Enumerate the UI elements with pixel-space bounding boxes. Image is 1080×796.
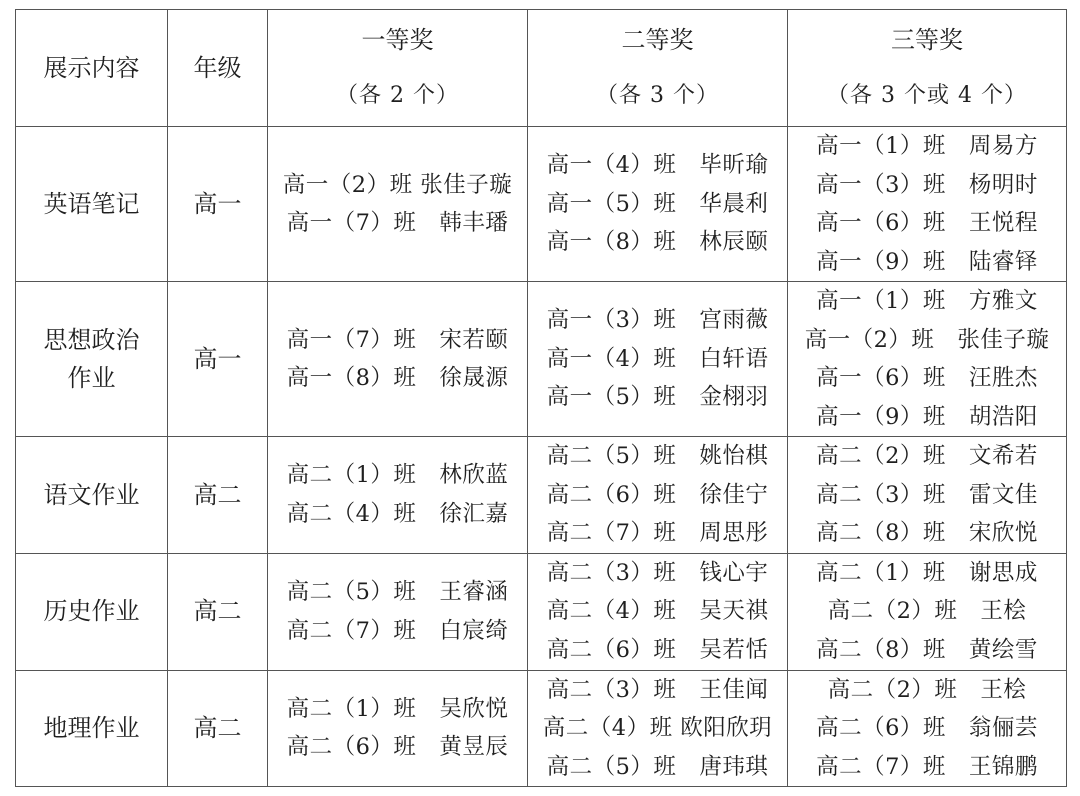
winner: 高一（7）班 韩丰璠 (286, 210, 509, 236)
header-grade: 年级 (168, 10, 268, 127)
winner: 高二（1）班 林欣蓝 (286, 462, 509, 489)
third-prize-cell (788, 670, 1067, 787)
category-cell (16, 553, 168, 670)
category-text: 思想政治 (43, 325, 140, 354)
winner: 高一（3）班 宫雨薇 (546, 307, 769, 334)
winner: 高二（3）班 雷文佳 (816, 481, 1038, 508)
winner: 高二（8）班 宋欣悦 (816, 520, 1038, 546)
winner: 高一（3）班 杨明时 (816, 171, 1038, 198)
table-row (16, 553, 1067, 670)
grade-cell: 高二 (168, 553, 268, 670)
winner: 高二（4）班 吴天祺 (546, 598, 769, 625)
header-row (16, 10, 1067, 127)
grade-cell: 高一 (168, 282, 268, 437)
winner: 高一（5）班 华晨利 (546, 190, 769, 217)
second-prize-cell (528, 282, 788, 437)
category-text: 地理作业 (43, 714, 140, 742)
third-prize-cell (788, 437, 1067, 554)
category-text: 英语笔记 (43, 189, 140, 218)
winner: 高一（4）班 毕昕瑜 (546, 152, 769, 179)
first-prize-cell (268, 437, 528, 554)
second-prize-cell (528, 553, 788, 670)
awards-table (15, 9, 1067, 787)
first-prize-cell (268, 670, 528, 787)
winner: 高一（4）班 白轩语 (546, 345, 769, 372)
winner: 高二（1）班 吴欣悦 (286, 695, 509, 722)
grade-cell: 高一 (168, 127, 268, 282)
winner: 高二（2）班 王桧 (827, 598, 1027, 625)
first-prize-cell (268, 127, 528, 282)
winner: 高二（7）班 白宸绮 (286, 617, 509, 644)
winner: 高一（6）班 王悦程 (816, 210, 1038, 236)
winner: 高一（2）班 张佳子璇 (804, 326, 1050, 353)
winner: 高一（2）班 张佳子璇 (282, 171, 513, 198)
category-text: 历史作业 (43, 597, 140, 626)
second-prize-note: （各 3 个） (596, 83, 719, 108)
header-first-prize (268, 10, 528, 127)
winner: 高一（9）班 胡浩阳 (816, 403, 1038, 430)
category-text: 作业 (67, 364, 116, 392)
winner: 高二（5）班 王睿涵 (286, 579, 509, 605)
winner: 高二（8）班 黄绘雪 (816, 636, 1038, 663)
first-prize-title: 一等奖 (361, 26, 434, 54)
table-row (16, 282, 1067, 437)
category-text: 语文作业 (43, 480, 140, 509)
category-cell (16, 127, 168, 282)
table-row (16, 670, 1067, 787)
winner: 高一（8）班 徐晟源 (286, 365, 509, 391)
winner: 高二（6）班 翁俪芸 (816, 715, 1038, 741)
winner: 高一（1）班 周易方 (816, 133, 1038, 159)
winner: 高一（9）班 陆睿铎 (816, 248, 1038, 275)
table-row (16, 437, 1067, 554)
winner: 高二（4）班 欧阳欣玥 (542, 715, 773, 741)
category-cell (16, 670, 168, 787)
table-row (16, 127, 1067, 282)
header-third-prize (788, 10, 1067, 127)
winner: 高二（6）班 徐佳宁 (546, 481, 769, 508)
grade-cell: 高二 (168, 437, 268, 554)
winner: 高二（7）班 周思彤 (546, 520, 769, 546)
winner: 高一（7）班 宋若颐 (286, 326, 509, 353)
winner: 高一（5）班 金栩羽 (546, 384, 769, 411)
winner: 高二（5）班 姚怡棋 (546, 443, 769, 469)
third-prize-cell (788, 127, 1067, 282)
header-second-prize (528, 10, 788, 127)
winner: 高二（5）班 唐玮琪 (546, 753, 769, 780)
winner: 高一（6）班 汪胜杰 (816, 365, 1038, 391)
grade-cell: 高二 (168, 670, 268, 787)
second-prize-cell (528, 127, 788, 282)
winner: 高一（1）班 方雅文 (816, 288, 1038, 314)
category-cell (16, 282, 168, 437)
winner: 高二（4）班 徐汇嘉 (286, 500, 509, 527)
third-prize-note: （各 3 个或 4 个） (827, 83, 1027, 108)
first-prize-note: （各 2 个） (336, 83, 459, 108)
winner: 高二（2）班 王桧 (827, 676, 1027, 703)
winner: 高二（6）班 吴若恬 (546, 636, 769, 663)
header-category: 展示内容 (16, 10, 168, 127)
second-prize-title: 二等奖 (621, 26, 694, 54)
winner: 高二（3）班 王佳闻 (546, 676, 769, 703)
third-prize-title: 三等奖 (891, 26, 963, 54)
category-cell (16, 437, 168, 554)
second-prize-cell (528, 670, 788, 787)
first-prize-cell (268, 553, 528, 670)
third-prize-cell (788, 553, 1067, 670)
winner: 高二（3）班 钱心宇 (546, 559, 769, 586)
first-prize-cell (268, 282, 528, 437)
winner: 高一（8）班 林辰颐 (546, 229, 769, 256)
winner: 高二（1）班 谢思成 (816, 559, 1038, 586)
winner: 高二（2）班 文希若 (816, 443, 1038, 469)
third-prize-cell (788, 282, 1067, 437)
winner: 高二（7）班 王锦鹏 (816, 753, 1038, 780)
winner: 高二（6）班 黄昱辰 (286, 734, 509, 761)
second-prize-cell (528, 437, 788, 554)
